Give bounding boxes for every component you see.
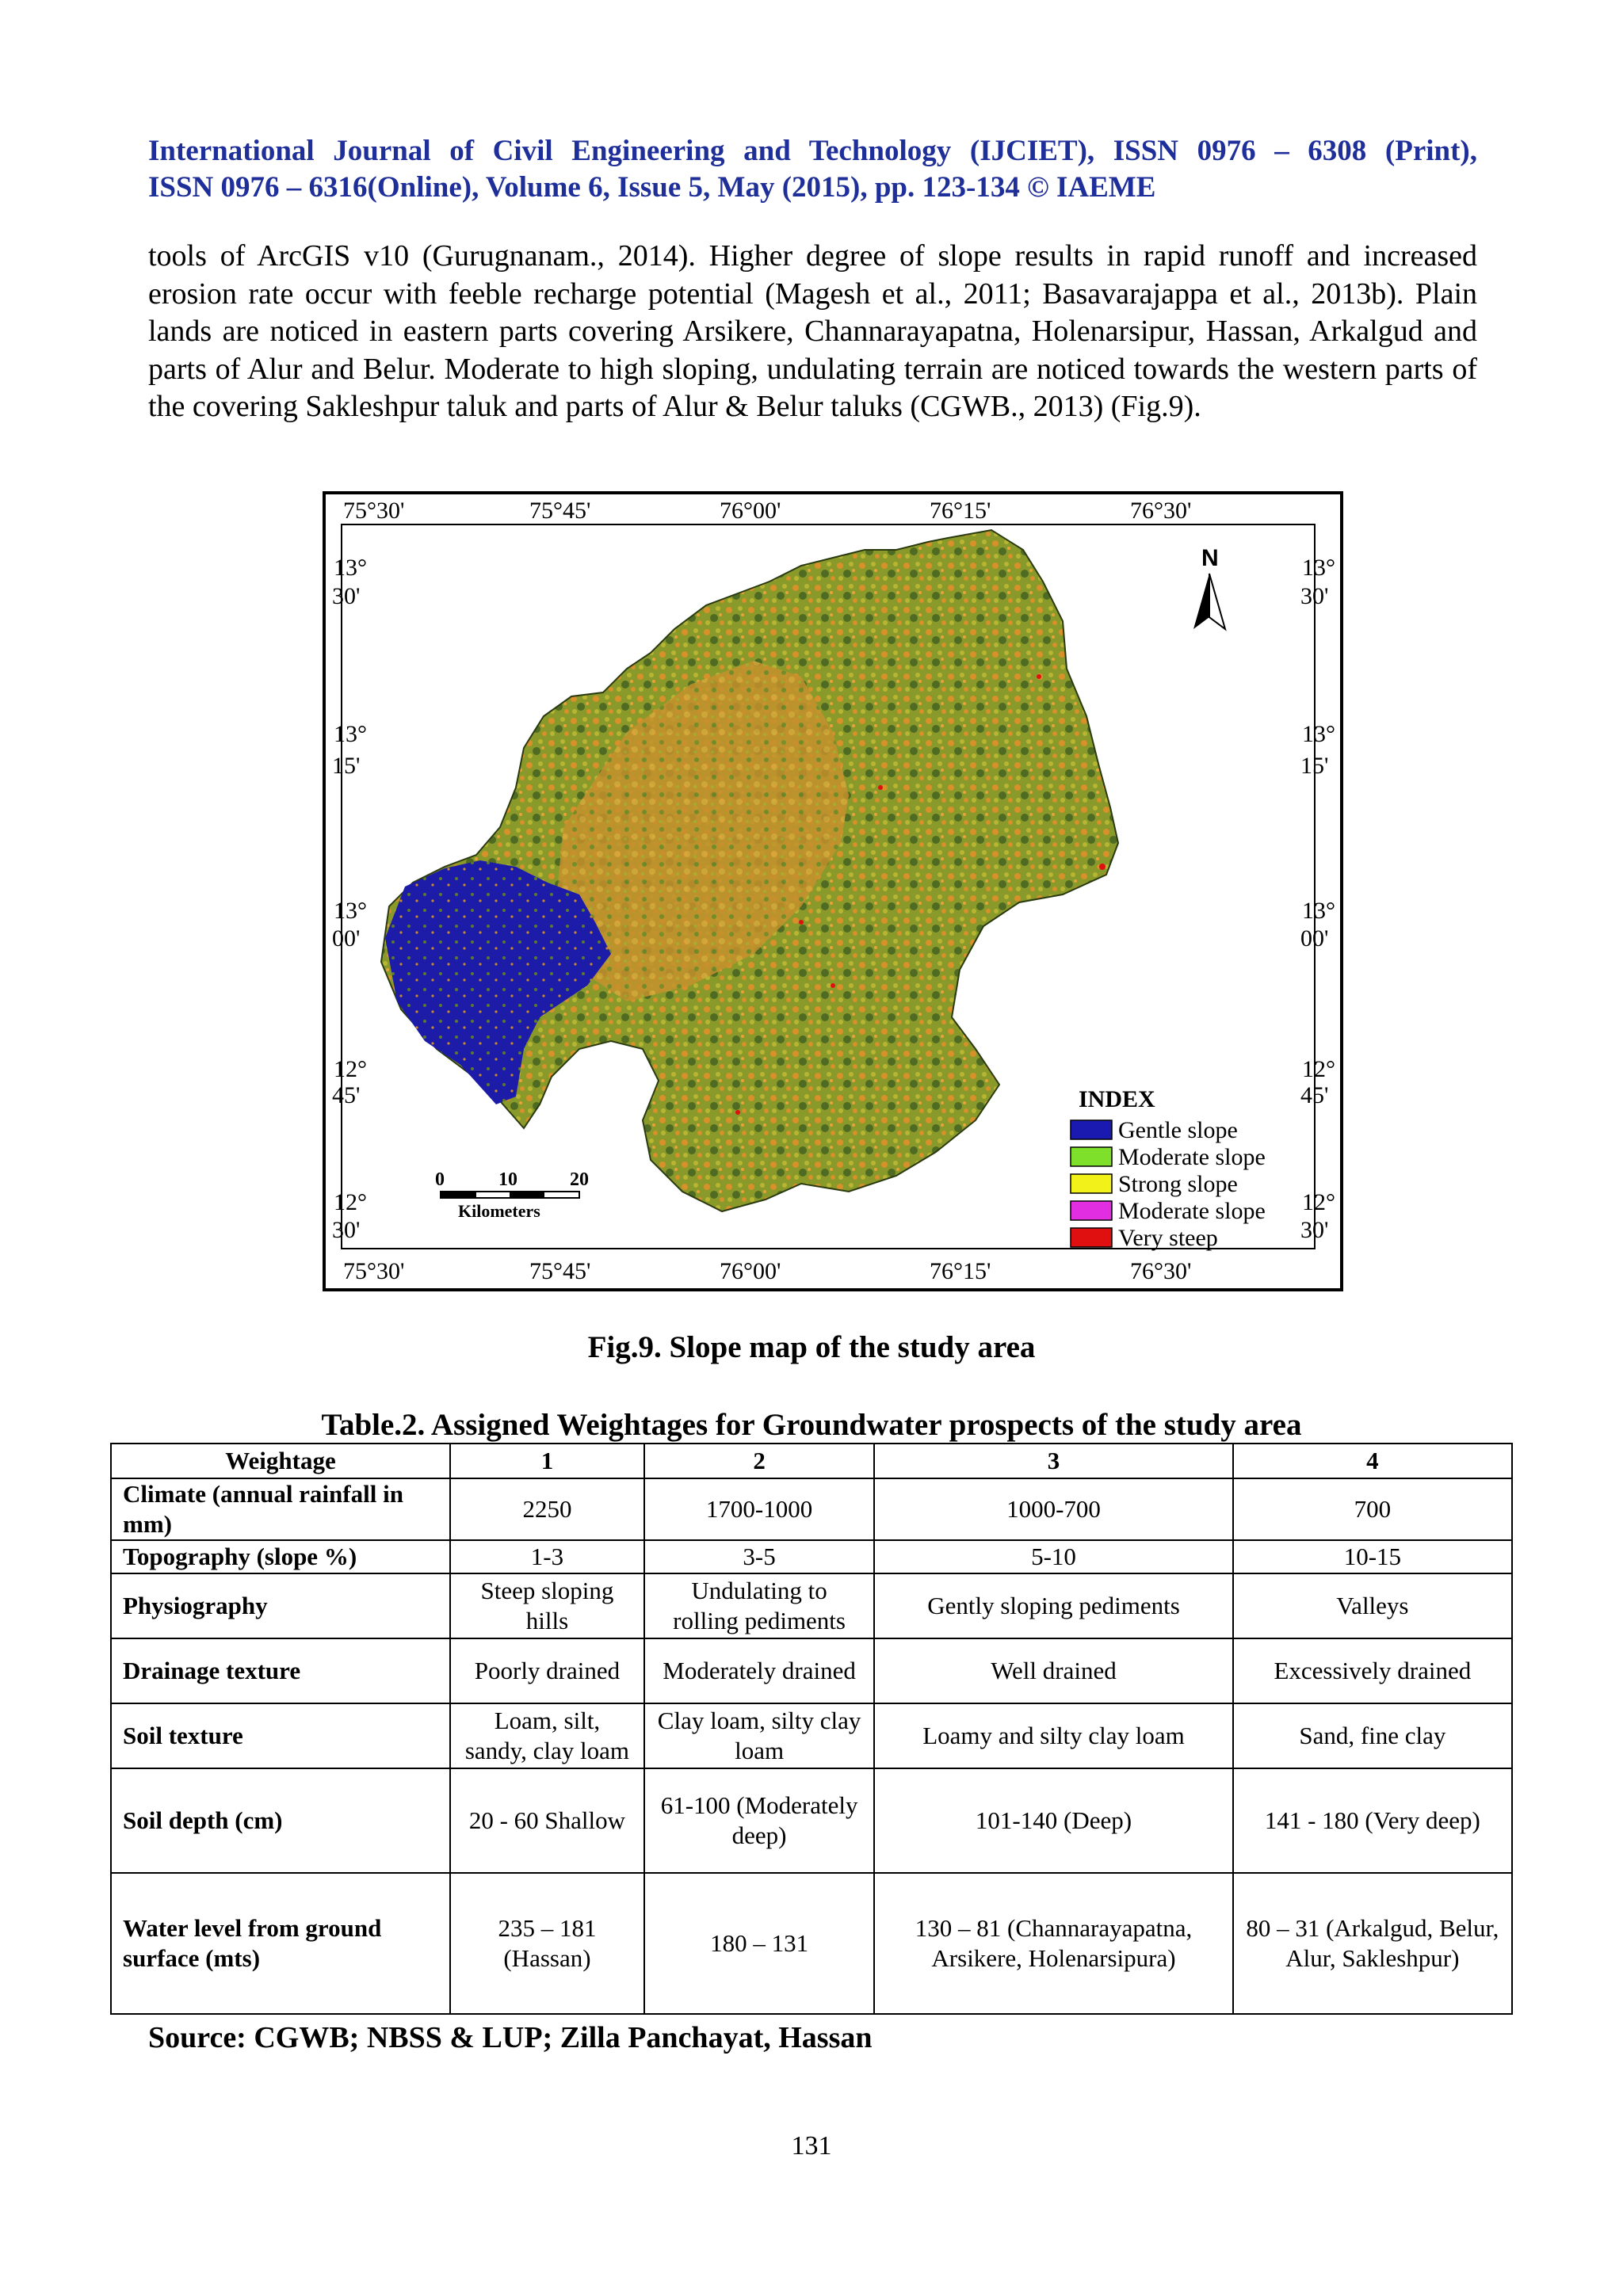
lat-degree-label-right: 13° [1302, 898, 1335, 924]
slope-map-svg [326, 494, 1340, 1288]
lat-minute-label: 30' [332, 1217, 361, 1243]
table-cell: 10-15 [1233, 1540, 1512, 1573]
table-header-cell: Weightage [111, 1444, 450, 1478]
legend-label: Strong slope [1118, 1171, 1238, 1197]
lat-degree-label: 13° [334, 898, 367, 924]
lat-minute-label: 30' [332, 583, 361, 609]
top-tick-label: 75°30' [343, 498, 405, 524]
figure-caption: Fig.9. Slope map of the study area [587, 1330, 1036, 1364]
legend-title: INDEX [1079, 1086, 1155, 1112]
lat-degree-label: 13° [334, 555, 367, 581]
north-label: N [1201, 545, 1219, 571]
table-row [111, 1638, 1512, 1703]
row-label: Topography (slope %) [111, 1540, 450, 1573]
table-cell: 1-3 [450, 1540, 644, 1573]
map-legend [1071, 1086, 1266, 1251]
table-cell: 180 – 131 [644, 1873, 874, 2014]
table-header-cell: 1 [450, 1444, 644, 1478]
journal-header [148, 133, 1477, 206]
lat-minute-label-right: 15' [1300, 753, 1329, 779]
scale-label: 20 [570, 1169, 589, 1190]
bottom-tick-label: 75°30' [343, 1258, 405, 1284]
table-cell: 235 – 181 (Hassan) [450, 1873, 644, 2014]
lat-degree-label-right: 12° [1302, 1056, 1335, 1082]
table-cell: Sand, fine clay [1233, 1703, 1512, 1768]
table-caption: Table.2. Assigned Weightages for Groundwater prospects of the study area [321, 1408, 1302, 1442]
table-source: Source: CGWB; NBSS & LUP; Zilla Panchayat, Hassan [148, 2021, 873, 2054]
weightage-table [110, 1443, 1513, 2015]
table-row [111, 1573, 1512, 1638]
legend-swatch [1071, 1201, 1112, 1220]
legend-label: Very steep [1118, 1225, 1218, 1251]
scale-unit: Kilometers [458, 1201, 540, 1221]
table-cell: 5-10 [874, 1540, 1232, 1573]
journal-header-line-1: International Journal of Civil Engineering and Technology (IJCIET), ISSN 0976 – 6308 (Print), [148, 135, 1477, 167]
table-header-cell: 2 [644, 1444, 874, 1478]
slope-map-figure [323, 491, 1343, 1291]
table-row [111, 1478, 1512, 1540]
top-tick-label: 75°45' [529, 498, 591, 524]
table-cell: 130 – 81 (Channarayapatna, Arsikere, Holenarsipura) [874, 1873, 1232, 2014]
table-cell: 80 – 31 (Arkalgud, Belur, Alur, Sakleshpur) [1233, 1873, 1512, 2014]
page-number: 131 [791, 2131, 832, 2161]
bottom-tick-label: 75°45' [529, 1258, 591, 1284]
lat-minute-label: 00' [332, 925, 361, 952]
table-row [111, 1873, 1512, 2014]
table-cell: Loamy and silty clay loam [874, 1703, 1232, 1768]
row-label: Physiography [111, 1573, 450, 1638]
table-cell: 1000-700 [874, 1478, 1232, 1540]
table-cell: 2250 [450, 1478, 644, 1540]
legend-swatch [1071, 1120, 1112, 1139]
lat-minute-label-right: 30' [1300, 1217, 1329, 1243]
scale-label: 0 [435, 1169, 445, 1190]
lat-minute-label: 15' [332, 753, 361, 779]
legend-label: Moderate slope [1118, 1144, 1266, 1170]
lat-minute-label-right: 30' [1300, 583, 1329, 609]
table-cell: Valleys [1233, 1573, 1512, 1638]
legend-label: Moderate slope [1118, 1198, 1266, 1224]
lat-degree-label-right: 13° [1302, 555, 1335, 581]
row-label: Soil depth (cm) [111, 1768, 450, 1873]
lat-minute-label-right: 00' [1300, 925, 1329, 952]
table-cell: 61-100 (Moderately deep) [644, 1768, 874, 1873]
table-row [111, 1540, 1512, 1573]
table-cell: Undulating to rolling pediments [644, 1573, 874, 1638]
table-row [111, 1703, 1512, 1768]
bottom-tick-label: 76°15' [930, 1258, 991, 1284]
table-cell: Clay loam, silty clay loam [644, 1703, 874, 1768]
legend-swatch [1071, 1174, 1112, 1193]
lat-degree-label: 12° [334, 1056, 367, 1082]
north-arrow-icon [1193, 545, 1225, 629]
table-cell: Excessively drained [1233, 1638, 1512, 1703]
table-cell: 101-140 (Deep) [874, 1768, 1232, 1873]
lat-minute-label: 45' [332, 1082, 361, 1108]
table-header-cell: 3 [874, 1444, 1232, 1478]
table-cell: 141 - 180 (Very deep) [1233, 1768, 1512, 1873]
legend-swatch [1071, 1228, 1112, 1247]
row-label: Water level from ground surface (mts) [111, 1873, 450, 2014]
table-header-row [111, 1444, 1512, 1478]
top-tick-label: 76°30' [1130, 498, 1192, 524]
table-cell: Well drained [874, 1638, 1232, 1703]
table-cell: Loam, silt, sandy, clay loam [450, 1703, 644, 1768]
table-cell: 3-5 [644, 1540, 874, 1573]
bottom-tick-label: 76°30' [1130, 1258, 1192, 1284]
row-label: Drainage texture [111, 1638, 450, 1703]
row-label: Climate (annual rainfall in mm) [111, 1478, 450, 1540]
lat-degree-label-right: 13° [1302, 721, 1335, 747]
gentle-slope-area [385, 860, 611, 1104]
lat-degree-label: 12° [334, 1189, 367, 1215]
table-row [111, 1768, 1512, 1873]
table-cell: Poorly drained [450, 1638, 644, 1703]
table-cell: 700 [1233, 1478, 1512, 1540]
journal-header-line-2: ISSN 0976 – 6316(Online), Volume 6, Issue 5, May (2015), pp. 123-134 © IAEME [148, 171, 1156, 204]
table-header-cell: 4 [1233, 1444, 1512, 1478]
table-cell: Gently sloping pediments [874, 1573, 1232, 1638]
table-cell: 20 - 60 Shallow [450, 1768, 644, 1873]
table-cell: Moderately drained [644, 1638, 874, 1703]
top-tick-label: 76°00' [720, 498, 781, 524]
lat-minute-label-right: 45' [1300, 1082, 1329, 1108]
top-tick-label: 76°15' [930, 498, 991, 524]
row-label: Soil texture [111, 1703, 450, 1768]
lat-degree-label-right: 12° [1302, 1189, 1335, 1215]
bottom-tick-label: 76°00' [720, 1258, 781, 1284]
scale-label: 10 [498, 1169, 517, 1190]
scale-bar [435, 1169, 589, 1221]
legend-swatch [1071, 1147, 1112, 1166]
body-paragraph: tools of ArcGIS v10 (Gurugnanam., 2014). Higher degree of slope results in rapid runoff and increased erosion rate occur with feeble recharge potential (Magesh et al., 2011; Basavarajappa et al., 2013b). Plain lands are noticed in eastern parts covering Arsikere, Channarayapatna, Holenarsipur, Hassan, Arkalgud and parts of Alur and Belur. Moderate to high sloping, undulating terrain are noticed towards the western parts of the covering Sakleshpur taluk and parts of Alur & Belur taluks (CGWB., 2013) (Fig.9). [148, 239, 1477, 423]
lat-degree-label: 13° [334, 721, 367, 747]
table-cell: Steep sloping hills [450, 1573, 644, 1638]
legend-label: Gentle slope [1118, 1117, 1238, 1143]
table-cell: 1700-1000 [644, 1478, 874, 1540]
